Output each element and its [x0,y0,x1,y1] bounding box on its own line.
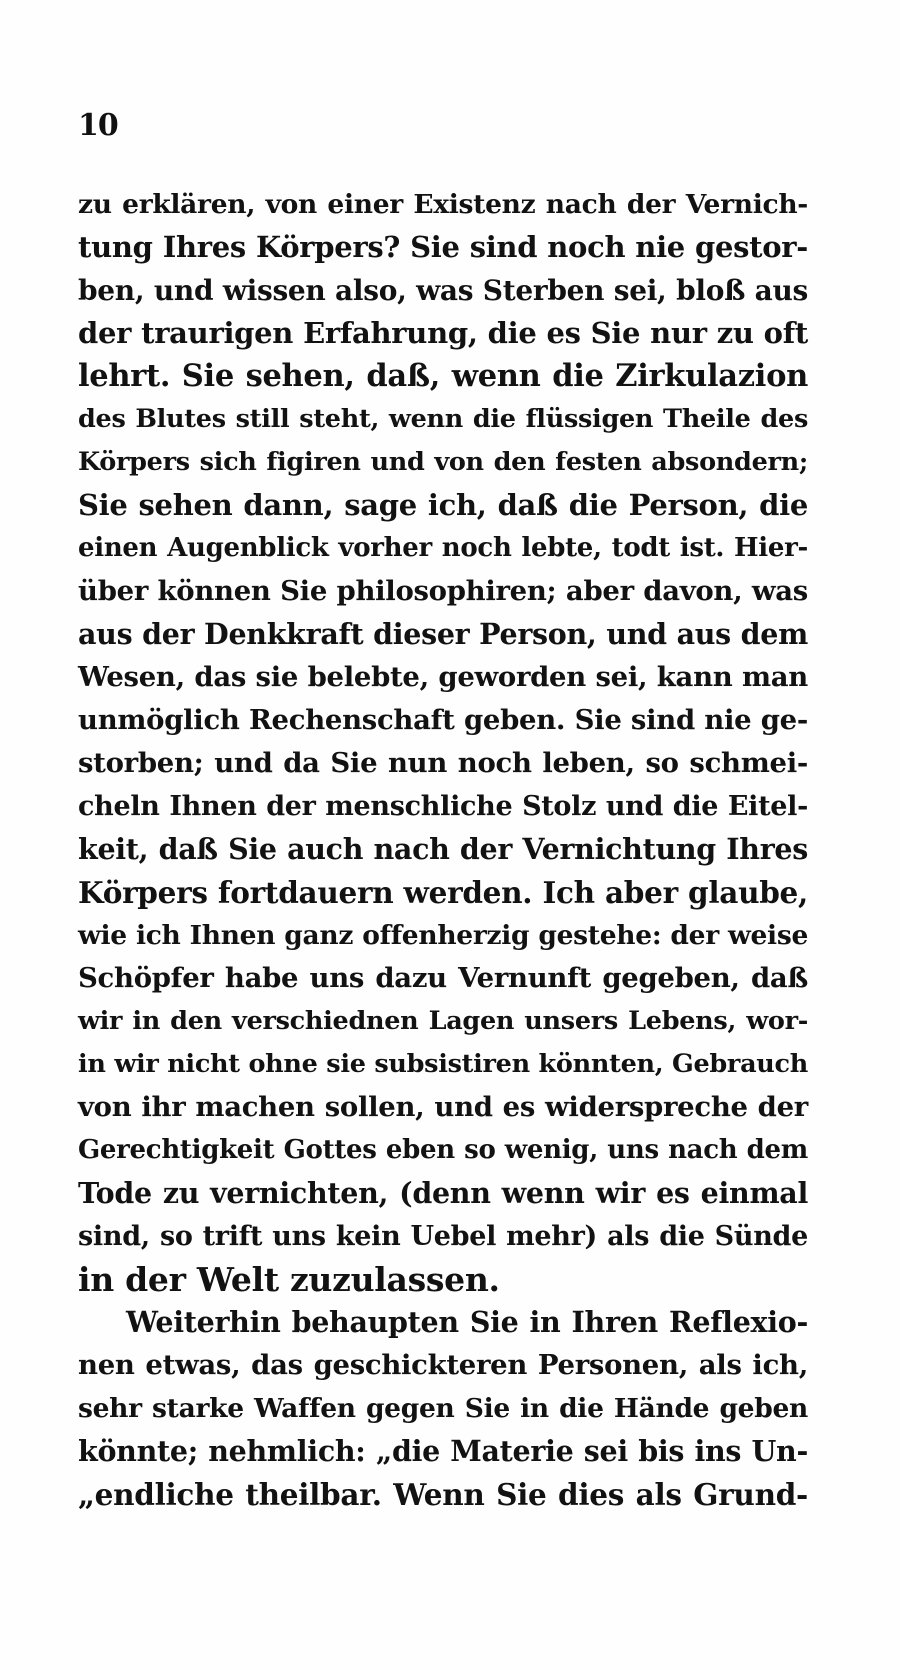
text-line: Wesen, das sie belebte, geworden sei, kann man [78,661,808,693]
text-line: sehr starke Waffen gegen Sie in die Hände geben [78,1393,808,1424]
text-line: nen etwas, das geschickteren Personen, als ich, [78,1349,808,1381]
text-line: aus der Denkkraft dieser Person, und aus dem [78,617,808,651]
text-line: Sie sehen dann, sage ich, daß die Person, die [78,488,808,522]
text-line: Gerechtigkeit Gottes eben so wenig, uns nach dem [78,1135,808,1165]
text-line: cheln Ihnen der menschliche Stolz und die Eitel- [78,791,808,822]
text-line: unmöglich Rechenschaft geben. Sie sind nie ge- [78,704,808,736]
text-line: wir in den verschiednen Lagen unsers Lebens, wor- [78,1006,808,1036]
text-line: über können Sie philosophiren; aber davon, was [78,575,808,607]
paragraph-end-line: in der Welt zuzulassen. [78,1260,500,1299]
text-line: Körpers fortdauern werden. Ich aber glaube, [78,875,808,910]
text-line: „endliche theilbar. Wenn Sie dies als Grund- [78,1477,808,1512]
text-line: lehrt. Sie sehen, daß, wenn die Zirkulazion [78,358,808,394]
text-line: Körpers sich figiren und von den festen absondern; [78,447,808,477]
text-line: tung Ihres Körpers? Sie sind noch nie gestor- [78,230,808,264]
text-line: einen Augenblick vorher noch lebte, todt ist. Hier- [78,533,808,563]
text-line: Tode zu vernichten, (denn wenn wir es einmal [78,1176,808,1210]
text-line: wie ich Ihnen ganz offenherzig gestehe: der weise [78,920,808,951]
paragraph-start-line: Weiterhin behaupten Sie in Ihren Reflexio- [126,1305,808,1339]
text-line: storben; und da Sie nun noch leben, so schmei- [78,747,808,779]
text-line: des Blutes still steht, wenn die flüssigen Theile des [78,404,808,434]
text-line: zu erklären, von einer Existenz nach der Vernich- [78,189,808,220]
text-line: ben, und wissen also, was Sterben sei, bloß aus [78,274,808,307]
text-line: sind, so trift uns kein Uebel mehr) als die Sünde [78,1221,808,1252]
text-line: der traurigen Erfahrung, die es Sie nur zu oft [78,316,808,350]
text-line: keit, daß Sie auch nach der Vernichtung Ihres [78,832,808,866]
text-line: Schöpfer habe uns dazu Vernunft gegeben, daß [78,962,808,994]
text-line: von ihr machen sollen, und es widerspreche der [78,1091,808,1123]
text-line: in wir nicht ohne sie subsistiren könnten, Gebrauch [78,1049,808,1079]
text-line: könnte; nehmlich: „die Materie sei bis ins Un- [78,1434,808,1468]
body-text [78,183,808,1516]
page-number: 10 [78,108,118,143]
